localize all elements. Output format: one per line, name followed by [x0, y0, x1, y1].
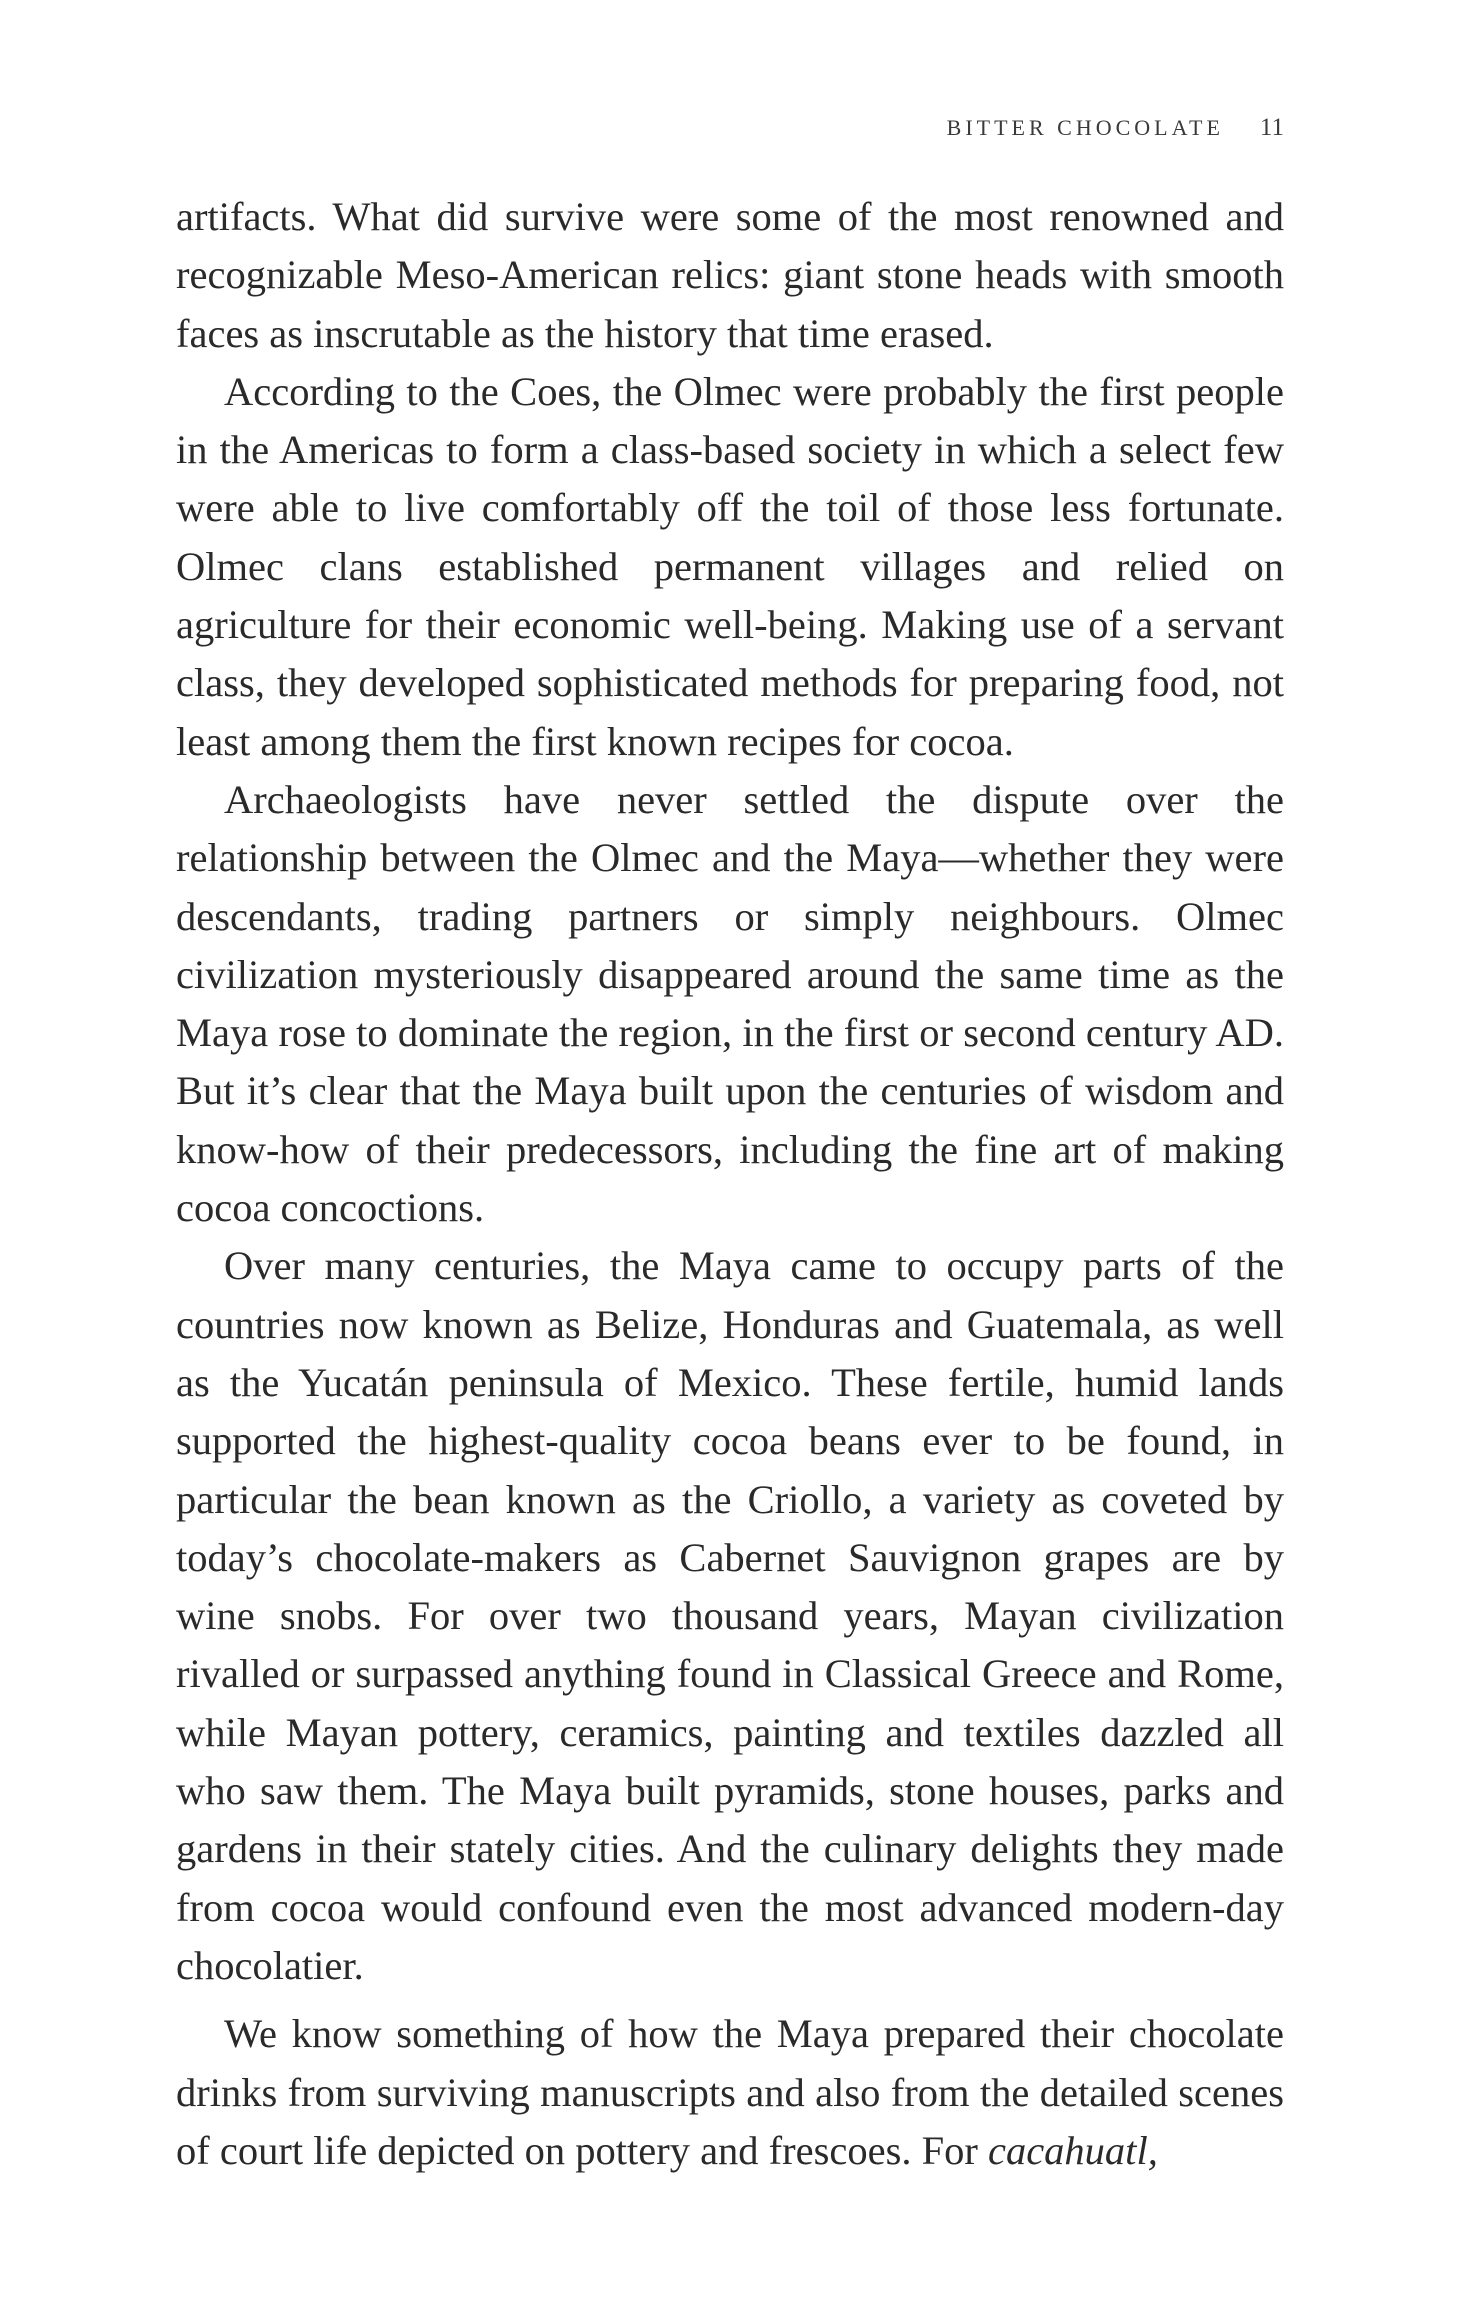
paragraph-2: According to the Coes, the Olmec were probably the first people in the Americas to form a class-based society in which a select few were able to live comfortably off the toil of those less fortunate. Olmec clans established permanent villages and relied on agriculture for their economic well-being. Making use of a servant class, they developed sophisticated methods for preparing food, not least among them the first known recipes for cocoa.	[176, 368, 1284, 764]
paragraph-3: Archaeologists have never settled the dispute over the relationship between the Olmec and the Maya—whether they were descendants, trading partners or simply neighbours. Olmec civilization mysteriously disappeared around the same time as the Maya rose to dominate the region, in the first or second century AD. But it’s clear that the Maya built upon the centuries of wisdom and know-how of their predecessors, including the fine art of making cocoa concoctions.	[176, 776, 1284, 1231]
paragraph-5-text: We know something of how the Maya prepared their chocolate drinks from surviving manuscripts and also from the detailed scenes of court life depicted on pottery and frescoes. For	[176, 2011, 1284, 2173]
running-title: BITTER CHOCOLATE	[946, 115, 1224, 140]
body-text	[176, 188, 1284, 2180]
paragraph-4: Over many centuries, the Maya came to occupy parts of the countries now known as Belize, Honduras and Guatemala, as well as the Yucatán peninsula of Mexico. These fertile, humid lands supported the highest-quality cocoa beans ever to be found, in particular the bean known as the Criollo, a variety as coveted by today’s chocolate-makers as Cabernet Sauvignon grapes are by wine snobs. For over two thousand years, Mayan civilization rivalled or surpassed anything found in Classical Greece and Rome, while Mayan pottery, ceramics, painting and textiles dazzled all who saw them. The Maya built pyramids, stone houses, parks and gardens in their stately cities. And the culinary delights they made from cocoa would confound even the most advanced modern-day chocolatier.	[176, 1243, 1284, 1988]
running-header	[947, 114, 1284, 142]
paragraph-5	[176, 2005, 1284, 2180]
paragraph-5-italic-term: cacahuatl,	[987, 2127, 1158, 2173]
paragraph-1: artifacts. What did survive were some of the most renowned and recognizable Meso-American relics: giant stone heads with smooth faces as inscrutable as the history that time erased.	[176, 194, 1284, 356]
page-number: 11	[1259, 114, 1284, 141]
